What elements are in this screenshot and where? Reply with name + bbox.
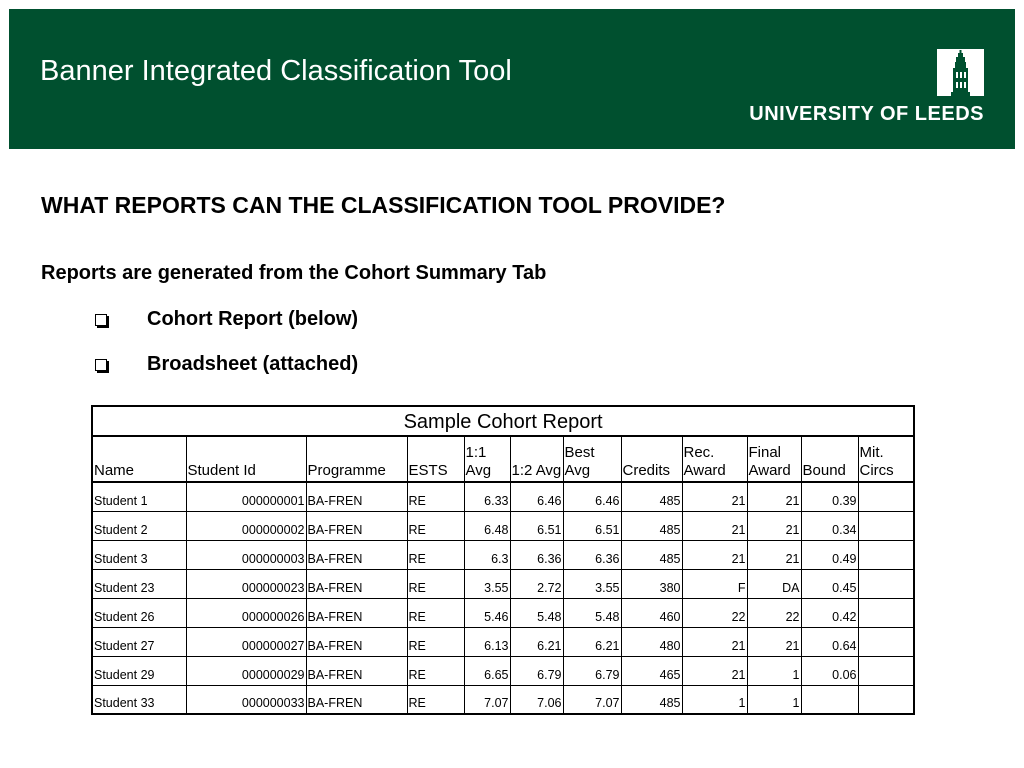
table-cell: Student 27	[92, 627, 186, 656]
section-heading: WHAT REPORTS CAN THE CLASSIFICATION TOOL PROVIDE?	[41, 192, 726, 218]
table-cell: 0.45	[801, 569, 858, 598]
table-row	[92, 598, 914, 627]
cohort-report-table	[91, 405, 915, 715]
table-cell: 000000001	[186, 482, 306, 511]
table-cell: 465	[621, 656, 682, 685]
table-cell: 7.07	[464, 685, 510, 714]
table-cell: 21	[747, 627, 801, 656]
column-header: Mit. Circs	[858, 436, 914, 482]
table-cell	[858, 685, 914, 714]
table-cell: 21	[747, 540, 801, 569]
table-cell: 000000003	[186, 540, 306, 569]
table-cell: 485	[621, 685, 682, 714]
table-cell: 21	[747, 511, 801, 540]
table-cell: Student 1	[92, 482, 186, 511]
table-cell: Student 2	[92, 511, 186, 540]
bullet-label: Broadsheet (attached)	[147, 353, 359, 375]
table-cell: 22	[747, 598, 801, 627]
table-cell: Student 33	[92, 685, 186, 714]
table-cell: RE	[407, 511, 464, 540]
column-header: Rec. Award	[682, 436, 747, 482]
table-cell: 000000029	[186, 656, 306, 685]
table-cell: 6.36	[563, 540, 621, 569]
table-cell: 21	[682, 511, 747, 540]
table-cell: BA-FREN	[306, 598, 407, 627]
table-cell: BA-FREN	[306, 627, 407, 656]
table-cell: 485	[621, 482, 682, 511]
table-cell: 6.36	[510, 540, 563, 569]
table-cell	[858, 627, 914, 656]
table-cell: RE	[407, 540, 464, 569]
section-subheading: Reports are generated from the Cohort Summary Tab	[41, 262, 547, 284]
table-cell: 7.06	[510, 685, 563, 714]
table-cell: 5.48	[563, 598, 621, 627]
table-cell: 000000026	[186, 598, 306, 627]
table-cell: 6.13	[464, 627, 510, 656]
checkbox-bullet-icon	[95, 359, 107, 371]
table-cell: 485	[621, 511, 682, 540]
table-cell: BA-FREN	[306, 656, 407, 685]
column-header: Best Avg	[563, 436, 621, 482]
column-header: 1:2 Avg	[510, 436, 563, 482]
table-cell: 000000027	[186, 627, 306, 656]
table-cell: 0.39	[801, 482, 858, 511]
table-cell: 485	[621, 540, 682, 569]
column-header: Final Award	[747, 436, 801, 482]
table-cell: 480	[621, 627, 682, 656]
table-cell: 0.06	[801, 656, 858, 685]
bullet-item	[93, 353, 358, 376]
table-cell: 0.34	[801, 511, 858, 540]
table-cell: 6.51	[510, 511, 563, 540]
table-cell: 21	[682, 482, 747, 511]
column-header: Programme	[306, 436, 407, 482]
bullet-label: Cohort Report (below)	[147, 308, 359, 330]
table-cell: 21	[682, 627, 747, 656]
table-cell: 6.65	[464, 656, 510, 685]
table-row	[92, 656, 914, 685]
table-cell: RE	[407, 598, 464, 627]
table-cell: 6.51	[563, 511, 621, 540]
table-cell: 000000023	[186, 569, 306, 598]
table-cell	[801, 685, 858, 714]
table-cell: 460	[621, 598, 682, 627]
table-cell: 5.48	[510, 598, 563, 627]
table-cell: 6.48	[464, 511, 510, 540]
table-cell: BA-FREN	[306, 540, 407, 569]
table-cell: RE	[407, 685, 464, 714]
table-cell: 21	[747, 482, 801, 511]
table-row	[92, 511, 914, 540]
table-cell: 0.64	[801, 627, 858, 656]
table-cell: 000000033	[186, 685, 306, 714]
table-cell: Student 3	[92, 540, 186, 569]
table-cell: RE	[407, 656, 464, 685]
table-cell: 6.46	[510, 482, 563, 511]
table-row	[92, 540, 914, 569]
table-cell: BA-FREN	[306, 482, 407, 511]
column-header: 1:1 Avg	[464, 436, 510, 482]
table-cell: 3.55	[464, 569, 510, 598]
table-row	[92, 685, 914, 714]
table-row	[92, 482, 914, 511]
table-cell: 21	[682, 540, 747, 569]
table-cell: RE	[407, 569, 464, 598]
table-cell: 1	[682, 685, 747, 714]
table-cell: DA	[747, 569, 801, 598]
table-cell: 6.21	[510, 627, 563, 656]
table-cell	[858, 511, 914, 540]
table-cell: 5.46	[464, 598, 510, 627]
table-cell: 1	[747, 685, 801, 714]
table-cell: 6.3	[464, 540, 510, 569]
report-caption: Sample Cohort Report	[92, 406, 914, 436]
tower-icon	[937, 49, 984, 96]
table-cell: 21	[682, 656, 747, 685]
table-cell: 3.55	[563, 569, 621, 598]
table-cell	[858, 656, 914, 685]
column-header: Student Id	[186, 436, 306, 482]
table-cell: 380	[621, 569, 682, 598]
table-cell: 1	[747, 656, 801, 685]
page-title: Banner Integrated Classification Tool	[40, 55, 512, 87]
table-cell	[858, 482, 914, 511]
table-cell: 6.46	[563, 482, 621, 511]
checkbox-bullet-icon	[95, 314, 107, 326]
bullet-item	[93, 308, 358, 331]
table-cell: 2.72	[510, 569, 563, 598]
table-cell: Student 23	[92, 569, 186, 598]
table-cell: 0.42	[801, 598, 858, 627]
logo-text: UNIVERSITY OF LEEDS	[749, 103, 984, 125]
table-cell	[858, 598, 914, 627]
column-header: Name	[92, 436, 186, 482]
table-cell: BA-FREN	[306, 569, 407, 598]
table-cell: 6.79	[510, 656, 563, 685]
table-cell: 6.21	[563, 627, 621, 656]
table-cell: Student 26	[92, 598, 186, 627]
table-cell: 6.79	[563, 656, 621, 685]
table-cell: 7.07	[563, 685, 621, 714]
university-logo	[724, 49, 984, 129]
table-cell: RE	[407, 482, 464, 511]
table-cell: Student 29	[92, 656, 186, 685]
header-banner	[9, 9, 1015, 149]
table-cell: 000000002	[186, 511, 306, 540]
column-header: Bound	[801, 436, 858, 482]
column-header: Credits	[621, 436, 682, 482]
column-header: ESTS	[407, 436, 464, 482]
table-cell: 22	[682, 598, 747, 627]
table-cell: RE	[407, 627, 464, 656]
table-row	[92, 569, 914, 598]
table-cell: 6.33	[464, 482, 510, 511]
table-cell: BA-FREN	[306, 511, 407, 540]
table-cell	[858, 540, 914, 569]
table-row	[92, 627, 914, 656]
table-cell	[858, 569, 914, 598]
table-cell: 0.49	[801, 540, 858, 569]
table-cell: BA-FREN	[306, 685, 407, 714]
table-cell: F	[682, 569, 747, 598]
